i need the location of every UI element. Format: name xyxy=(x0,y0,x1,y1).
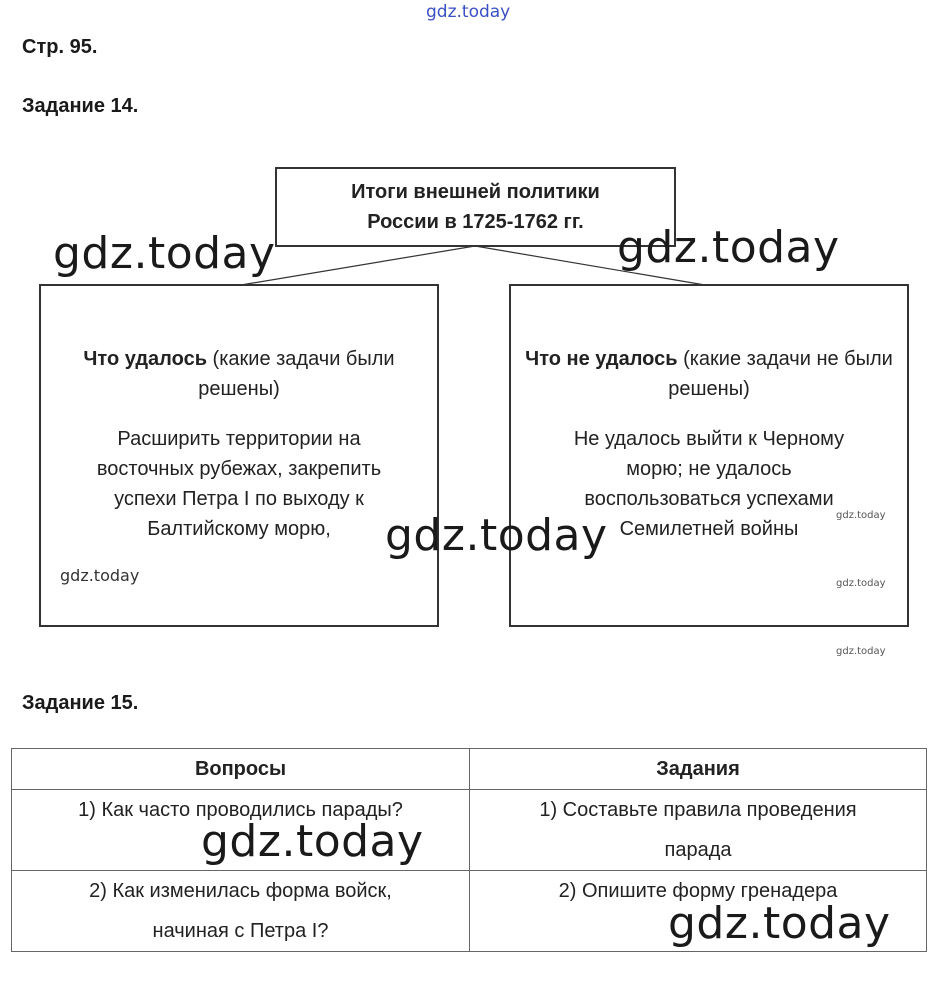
table-header-tasks: Задания xyxy=(470,749,927,790)
table-cell-question: 2) Как изменилась форма войск, начиная с Петра I? xyxy=(12,871,470,952)
watermark-big: gdz.today xyxy=(385,510,608,561)
page-label: Стр. 95. xyxy=(22,36,98,58)
watermark-big: gdz.today xyxy=(668,898,891,949)
diagram-top-box xyxy=(275,167,676,247)
watermark-big: gdz.today xyxy=(201,816,424,867)
diagram-right-box xyxy=(509,284,909,627)
left-box-title-rest: (какие задачи были решены) xyxy=(198,348,395,400)
connector-left xyxy=(241,246,475,285)
right-box-title xyxy=(525,344,893,404)
watermark-top: gdz.today xyxy=(426,2,511,22)
watermark-big: gdz.today xyxy=(53,228,276,279)
watermark-tiny: gdz.today xyxy=(836,510,886,521)
table-header-questions: Вопросы xyxy=(12,749,470,790)
table-cell-task: 1) Составьте правила проведения парада xyxy=(470,790,927,871)
left-box-body: Расширить территории на восточных рубежах, закрепить успехи Петра I по выходу к Балтийскому морю, xyxy=(96,428,382,540)
top-box-line2: России в 1725-1762 гг. xyxy=(367,211,584,233)
watermark-tiny: gdz.today xyxy=(836,646,886,657)
right-box-title-rest: (какие задачи не были решены) xyxy=(668,348,893,400)
right-box-body: Не удалось выйти к Черному морю; не удалось воспользоваться успехами Семилетней войны xyxy=(573,428,845,540)
table-row xyxy=(12,790,927,871)
left-box-title-bold: Что удалось xyxy=(83,348,207,370)
right-box-title-bold: Что не удалось xyxy=(525,348,678,370)
watermark-big: gdz.today xyxy=(617,222,840,273)
watermark-tiny: gdz.today xyxy=(836,578,886,589)
table-cell-task: 2) Опишите форму гренадера xyxy=(470,871,927,952)
task15-heading: Задание 15. xyxy=(22,692,139,714)
table-header-row xyxy=(12,749,927,790)
left-box-title xyxy=(59,344,419,404)
task14-heading: Задание 14. xyxy=(22,95,139,117)
table-cell-question: 1) Как часто проводились парады? xyxy=(12,790,470,871)
top-box-line1: Итоги внешней политики xyxy=(351,181,600,203)
watermark-small: gdz.today xyxy=(60,566,140,585)
